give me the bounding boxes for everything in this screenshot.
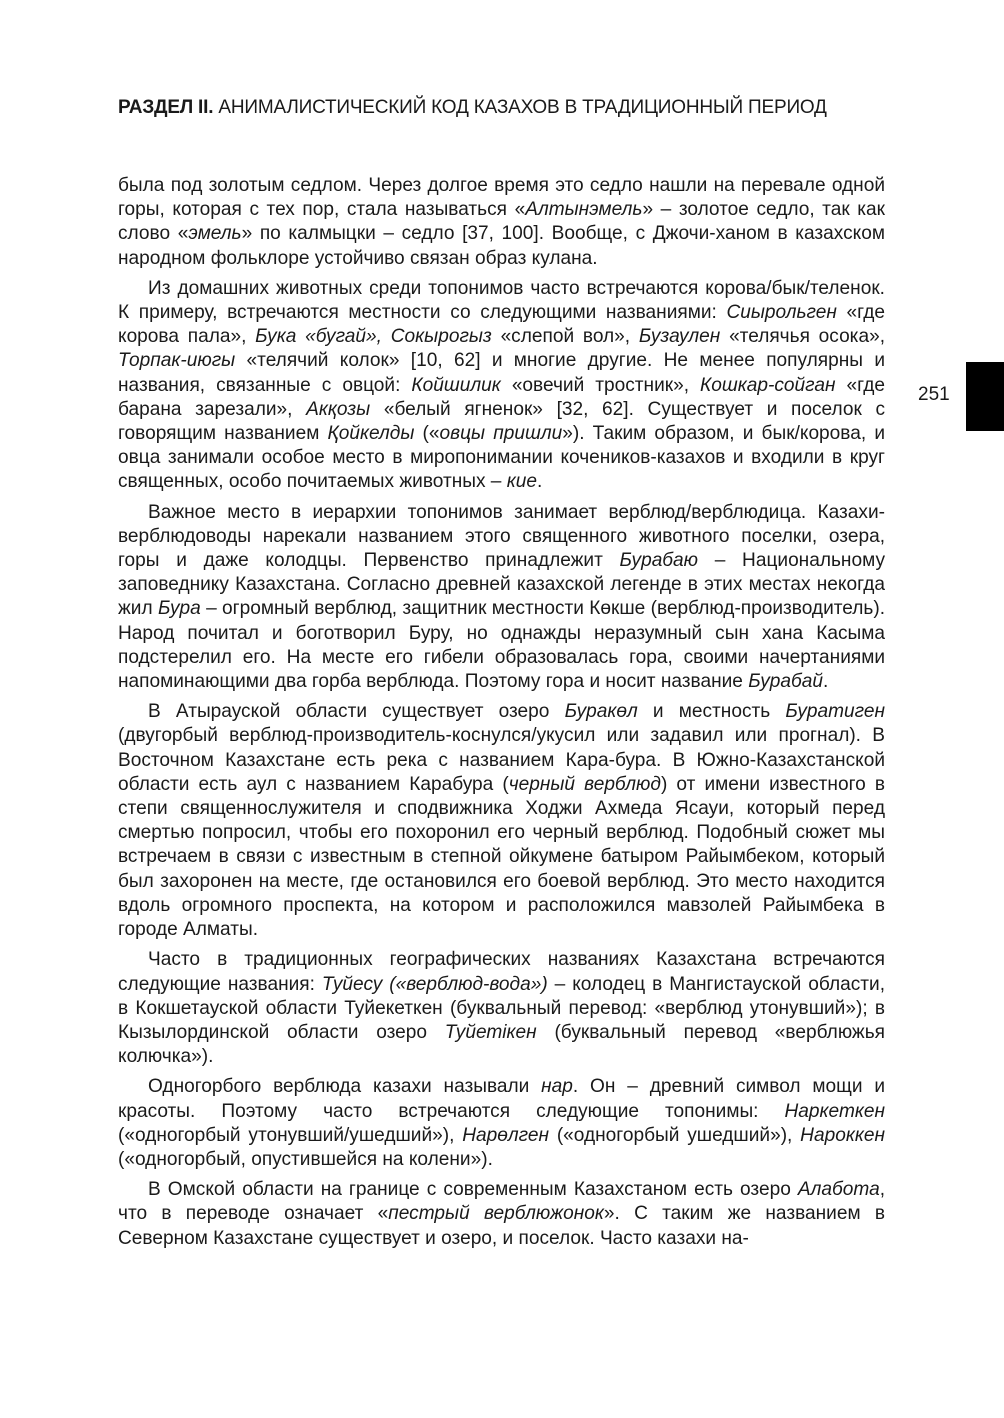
section-title: АНИМАЛИСТИЧЕСКИЙ КОД КАЗАХОВ В ТРАДИЦИОННЫЙ ПЕРИОД	[218, 97, 827, 118]
running-header	[118, 97, 878, 119]
paragraph: Часто в традиционных географических названиях Казахстана встречаются следующие названия: Туйесу («верблюд-вода») – колодец в Мангистауской области, в Кокшетауской области Туйекеткен (буквальный перевод: «верблюд утонувший»); в Кызылординской области озеро Туйетiкен (буквальный перевод «верблюжья колючка»).	[118, 949, 885, 1068]
paragraph: Из домашних животных среди топонимов часто встречаются корова/бык/теленок. К примеру, встречаются местности со следующими названиями: Сиырольген «где корова пала», Бука «бугай», Сокырогыз «слепой вол», Бузаулен «телячья осока», Торпак-июгы «телячий колок» [10, 62] и многие другие. Не менее популярны и названия, связанные с овцой: Койшилик «овечий тростник», Кошкар-сойган «где барана зарезали», Акқозы «белый ягненок» [32, 62]. Существует и поселок с говорящим названием Қойкелды («овцы пришли»). Таким образом, и бык/корова, и овца занимали особое место в миропонимании кочеников-казахов и входили в круг священных, особо почитаемых животных – кие.	[118, 277, 886, 493]
paragraph: была под золотым седлом. Через долгое время это седло нашли на перевале одной горы, которая с тех пор, стала называться «Алтынэмель» – золотое седло, так как слово «эмель» по калмыцки – седло [37, 100]. Вообще, с Джочи-ханом в казахском народном фольклоре устойчиво связан образ кулана.	[118, 175, 886, 269]
body-text	[118, 174, 885, 1257]
paragraph: В Омской области на границе с современным Казахстаном есть озеро Алабота, что в переводе означает «пестрый верблюжонок». С таким же названием в Северном Казахстане существует и озеро, и поселок. Часто казахи на-	[118, 1179, 885, 1249]
page-number: 251	[918, 384, 950, 405]
chapter-tab-marker	[966, 362, 1004, 431]
section-label: РАЗДЕЛ II.	[118, 97, 214, 118]
paragraph: В Атырауской области существует озеро Буракөл и местность Буратиген (двугорбый верблюд-производитель-коснулся/укусил или задавил или прогнал). В Восточном Казахстане есть река с названием Кара-бура. В Южно-Казахстанской области есть аул с названием Карабура (черный верблюд) от имени известного в степи священнослужителя и сподвижника Ходжи Ахмеда Ясауи, который перед смертью попросил, чтобы его похоронил его черный верблюд. Подобный сюжет мы встречаем в связи с известным в степной ойкумене батыром Райымбеком, который был захоронен на месте, где остановился его боевой верблюд. Это место находится вдоль огромного проспекта, на котором и расположился мавзолей Райымбека в городе Алматы.	[118, 701, 885, 941]
paragraph: Одногорбого верблюда казахи называли нар. Он – древний символ мощи и красоты. Поэтому часто встречаются следующие топонимы: Наркеткен («одногорбый утонувший/ушедший»), Нарөлген («одногорбый ушедший»), Нароккен («одногорбый, опустившейся на колени»).	[118, 1076, 885, 1170]
paragraph: Важное место в иерархии топонимов занимает верблюд/верблюдица. Казахи-верблюдоводы нарекали названием этого священного животного поселки, озера, горы и даже колодцы. Первенство принадлежит Бурабаю – Национальному заповеднику Казахстана. Согласно древней казахской легенде в этих местах некогда жил Бура – огромный верблюд, защитник местности Көкше (верблюд-производитель). Народ почитал и боготворил Буру, но однажды неразумный сын хана Касыма подстерелил его. На месте его гибели образовалась гора, своими начертаниями напоминающими два горба верблюда. Поэтому гора и носит название Бурабай.	[118, 501, 885, 693]
